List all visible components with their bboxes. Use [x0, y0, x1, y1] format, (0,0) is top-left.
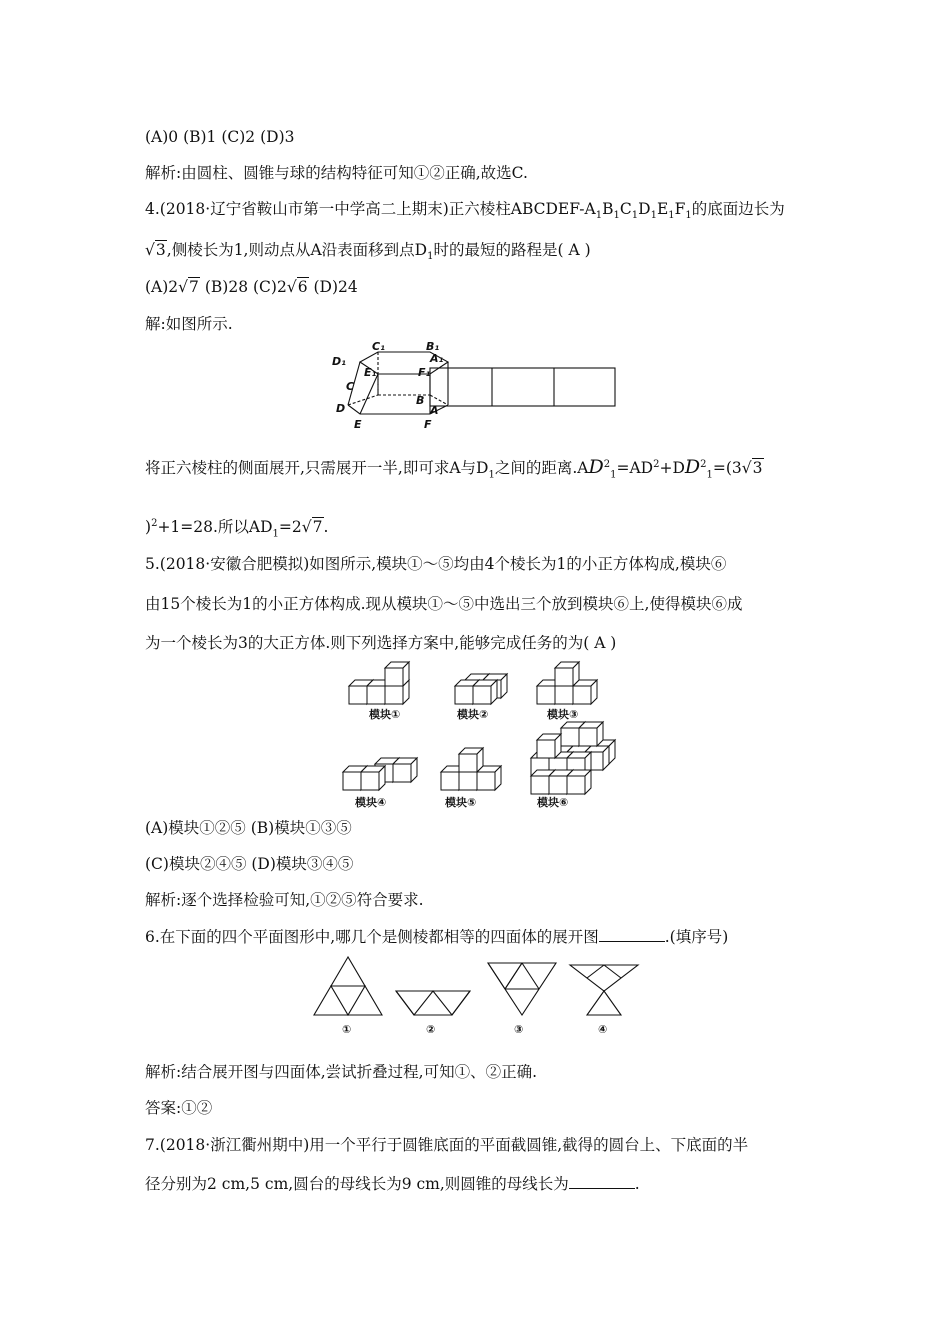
sub: 1: [668, 210, 675, 222]
q4-exp2-a: ): [145, 518, 152, 537]
q5-options-2: (C)模块②④⑤ (D)模块③④⑤: [145, 855, 354, 873]
q7-line1: 7.(2018·浙江衢州期中)用一个平行于圆锥底面的平面截圆锥,截得的圆台上、下底面的半: [145, 1136, 749, 1154]
q4-stem-line2: √3,侧棱长为1,则动点从A沿表面移到点$D_1$时的最短的路程是( A ): [145, 241, 591, 263]
q6-solution: 解析:结合展开图与四面体,尝试折叠过程,可知①、②正确.: [145, 1063, 538, 1081]
q4-solution-heading: 解:如图所示.: [145, 315, 233, 333]
net-1: [314, 957, 382, 1015]
q4-exp-e: =(3: [712, 459, 742, 478]
net-2: [396, 991, 470, 1015]
q4-text-g: 的底面边长为: [691, 200, 785, 218]
q5-options-1: (A)模块①②⑤ (B)模块①③⑤: [145, 819, 352, 837]
label-net-1: ①: [342, 1023, 352, 1036]
sqrt-6: 6: [297, 278, 308, 296]
label-module-3: 模块③: [547, 708, 579, 721]
sub: 1: [706, 469, 713, 481]
q4-exp-b: 之间的距离.A: [494, 459, 589, 478]
unfolded-lateral-faces: [430, 368, 615, 406]
module-3: [537, 662, 597, 704]
q4-stem-line1: [145, 199, 785, 226]
sqrt-3b: 3: [752, 459, 763, 478]
q4-text-f: F: [674, 200, 686, 218]
net-4: [570, 965, 638, 1015]
q5-line2: 由15个棱长为1的小正方体构成.现从模块①～⑤中选出三个放到模块⑥上,使得模块⑥成: [145, 595, 743, 613]
hexagonal-prism-figure: [330, 340, 622, 432]
label-c: C: [346, 380, 355, 393]
sup: 2: [603, 459, 611, 470]
sub: 1: [613, 210, 620, 222]
label-module-5: 模块⑤: [445, 796, 477, 809]
q4-options: (A)2√7 (B)28 (C)2√6 (D)24: [145, 278, 358, 296]
sub: 1: [650, 210, 657, 222]
label-net-4: ④: [598, 1023, 608, 1036]
q4-exp-c: =AD: [616, 459, 654, 478]
label-module-4: 模块④: [355, 796, 387, 809]
tetrahedron-nets-figure: [308, 955, 648, 1037]
q3-solution: 解析:由圆柱、圆锥与球的结构特征可知①②正确,故选C.: [145, 164, 528, 182]
label-d1: D₁: [332, 355, 346, 368]
q6-answer: 答案:①②: [145, 1099, 213, 1117]
modules-figure: [335, 660, 625, 810]
module-1: [349, 662, 409, 704]
q4-text-b: B: [602, 200, 614, 218]
label-e: E: [354, 418, 362, 431]
q6-text-end: .(填序号): [664, 928, 729, 946]
sup: 2: [151, 518, 158, 529]
label-module-6: 模块⑥: [537, 796, 569, 809]
q7-answer-blank[interactable]: [569, 1174, 635, 1189]
label-a: A: [430, 404, 439, 417]
q4-opt-a: (A)2: [145, 278, 179, 296]
label-f: F: [424, 418, 432, 431]
q5-solution: 解析:逐个选择检验可知,①②⑤符合要求.: [145, 891, 424, 909]
label-f1: F₁: [418, 366, 431, 379]
q4-exp2-e: .: [323, 518, 329, 537]
q4-explanation-line2: )$^2$+1=28.所以$AD_1=2√7$.: [145, 518, 329, 540]
label-net-3: ③: [514, 1023, 524, 1036]
module-6: [531, 722, 615, 794]
label-c1: C₁: [372, 340, 385, 353]
q6-text: 6.在下面的四个平面图形中,哪几个是侧棱都相等的四面体的展开图: [145, 928, 599, 946]
sub: 1: [272, 528, 279, 540]
q4-exp2-c: =2: [278, 518, 302, 537]
sqrt-7b: 7: [312, 518, 323, 537]
q4-exp-d: +D: [659, 459, 685, 478]
sub: 1: [631, 210, 639, 222]
label-d: D: [336, 402, 346, 415]
q4-text-i: 时的最短的路程是( A ): [433, 241, 591, 259]
q4-text-a: 4.(2018·辽宁省鞍山市第一中学高二上期末)正六棱柱ABCDEF-A: [145, 200, 596, 218]
q6-answer-blank[interactable]: [599, 927, 665, 942]
net-3: [488, 963, 556, 1015]
module-4: [343, 758, 417, 790]
label-module-2: 模块②: [457, 708, 489, 721]
q4-exp2-b: +1=28.所以AD: [157, 518, 273, 537]
q4-text-c: C: [619, 200, 632, 218]
label-b: B: [416, 394, 425, 407]
q6-stem: [145, 927, 728, 947]
sup: 2: [653, 459, 660, 470]
module-5: [441, 748, 501, 790]
q5-line3: 为一个棱长为3的大正方体.则下列选择方案中,能够完成任务的为( A ): [145, 634, 617, 652]
q4-text-h: ,侧棱长为1,则动点从A沿表面移到点D: [166, 241, 428, 259]
sub: 1: [610, 469, 617, 481]
label-e1: E₁: [364, 366, 377, 379]
q3-options: (A)0 (B)1 (C)2 (D)3: [145, 128, 295, 146]
label-net-2: ②: [426, 1023, 436, 1036]
q4-explanation-line1: 将正六棱柱的侧面展开,只需展开一半,即可求A与$D_1$之间的距离$.AD^2_1=AD^2+DD^2_1=(3√3$: [145, 456, 763, 481]
sup: 2: [700, 459, 707, 470]
label-module-1: 模块①: [369, 708, 401, 721]
module-2: [455, 674, 507, 704]
q4-text-e: E: [656, 200, 669, 218]
label-a1: A₁: [430, 352, 444, 365]
sub: 1: [685, 210, 692, 222]
sqrt-3: 3: [155, 241, 166, 259]
sqrt-7: 7: [189, 278, 199, 296]
q7-text-end: .: [634, 1175, 640, 1193]
sub: 1: [427, 251, 434, 263]
q4-opt-d: (D)24: [308, 278, 358, 296]
q4-text-d: D: [638, 200, 651, 218]
sub: 1: [488, 469, 495, 481]
q4-exp-a: 将正六棱柱的侧面展开,只需展开一半,即可求A与D: [145, 459, 489, 478]
label-b1: B₁: [426, 340, 440, 353]
q4-opt-b: (B)28 (C)2: [199, 278, 287, 296]
sub: 1: [595, 210, 603, 222]
q5-line1: 5.(2018·安徽合肥模拟)如图所示,模块①～⑤均由4个棱长为1的小正方体构成,模块⑥: [145, 555, 727, 573]
q7-text: 径分别为2 cm,5 cm,圆台的母线长为9 cm,则圆锥的母线长为: [145, 1175, 569, 1193]
q7-line2: [145, 1174, 640, 1194]
